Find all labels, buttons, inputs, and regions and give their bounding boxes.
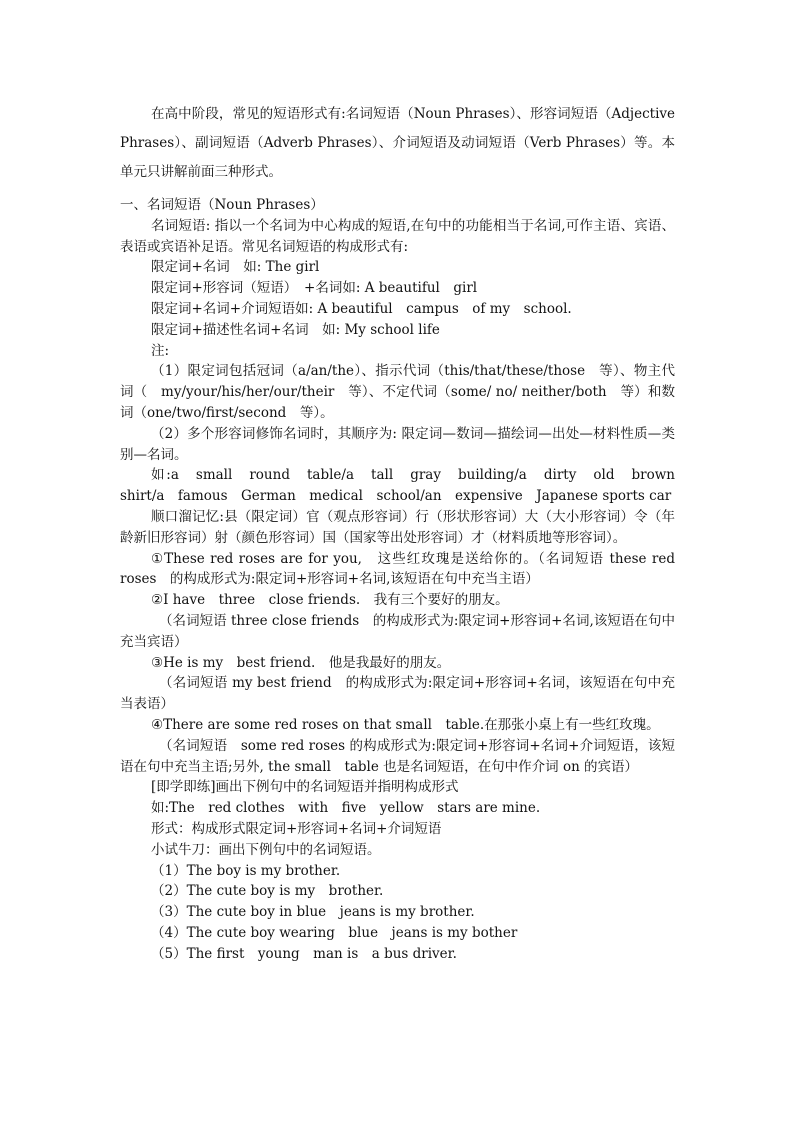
practice-title: [即学即练]画出下例句中的名词短语并指明构成形式 [151,779,459,796]
example-analysis: （名词短语 three close friends 的构成形式为:限定词+形容词+名词,该短语在句中充当宾语） [120,612,675,650]
example-sentence: ③He is my best friend. 他是我最好的朋友。 [151,654,451,671]
exercise-item: （3）The cute boy in blue jeans is my brother. [151,904,475,921]
note-2: （2）多个形容词修饰名词时，其顺序为: 限定词—数词—描绘词—出处—材料性质—类别—名词。 [120,425,675,463]
exercise-item: （5）The first young man is a bus driver. [151,945,457,962]
intro-paragraph: 在高中阶段，常见的短语形式有:名词短语（Noun Phrases）、形容词短语（Adjective Phrases）、副词短语（Adverb Phrases）、介词短语及动词短语（Verb Phrases）等。本单元只讲解前面三种形式。 [120,106,675,180]
exercise-title: 小试牛刀：画出下例句中的名词短语。 [151,841,381,858]
practice-example: 如:The red clothes with five yellow stars are mine. [151,800,541,817]
exercise-item: （4）The cute boy wearing blue jeans is my bother [151,924,518,941]
exercise-item: （1）The boy is my brother. [151,862,341,879]
example-sentence: ①These red roses are for you, 这些红玫瑰是送给你的。（名词短语 these red roses 的构成形式为:限定词+形容词+名词,该短语在句中充当主语） [120,550,675,588]
mnemonic: 顺口溜记忆:县（限定词）官（观点形容词）行（形状形容词）大（大小形容词）令（年龄新旧形容词）射（颜色形容词）国（国家等出处形容词）才（材料质地等形容词）。 [120,508,675,546]
form-item: 限定词+名词+介词短语如: A beautiful campus of my school. [151,300,572,317]
form-item: 限定词+名词 如: The girl [151,259,320,276]
example-sentence: ④There are some red roses on that small table.在那张小桌上有一些红玫瑰。 [151,716,660,733]
note-label: 注: [151,342,170,359]
note-example: 如:a small round table/a tall gray building/a dirty old brown shirt/a famous German medical school/an expensive Japanese sports car [120,467,689,505]
form-item: 限定词+描述性名词+名词 如: My school life [151,321,440,338]
practice-answer: 形式：构成形式限定词+形容词+名词+介词短语 [151,820,442,837]
exercise-item: （2）The cute boy is my brother. [151,883,384,900]
form-item: 限定词+形容词（短语） +名词如: A beautiful girl [151,280,478,297]
example-analysis: （名词短语 some red roses 的构成形式为:限定词+形容词+名词+介词短语，该短语在句中充当主语;另外, the small table 也是名词短语，在句中作介词 on 的宾语） [120,737,675,775]
note-1: （1）限定词包括冠词（a/an/the）、指示代词（this/that/these/those 等）、物主代词（ my/your/his/her/our/their 等）、不定代词（some/ no/ neither/both 等）和数词（one/two/first/second 等）。 [120,363,675,421]
section-title: 一、名词短语（Noun Phrases） [120,197,324,213]
example-sentence: ②I have three close friends. 我有三个要好的朋友。 [151,592,509,609]
definition-paragraph: 名词短语: 指以一个名词为中心构成的短语,在句中的功能相当于名词,可作主语、宾语、表语或宾语补足语。常见名词短语的构成形式有: [120,217,675,255]
example-analysis: （名词短语 my best friend 的构成形式为:限定词+形容词+名词，该短语在句中充当表语） [120,675,675,713]
document-page [120,100,689,964]
